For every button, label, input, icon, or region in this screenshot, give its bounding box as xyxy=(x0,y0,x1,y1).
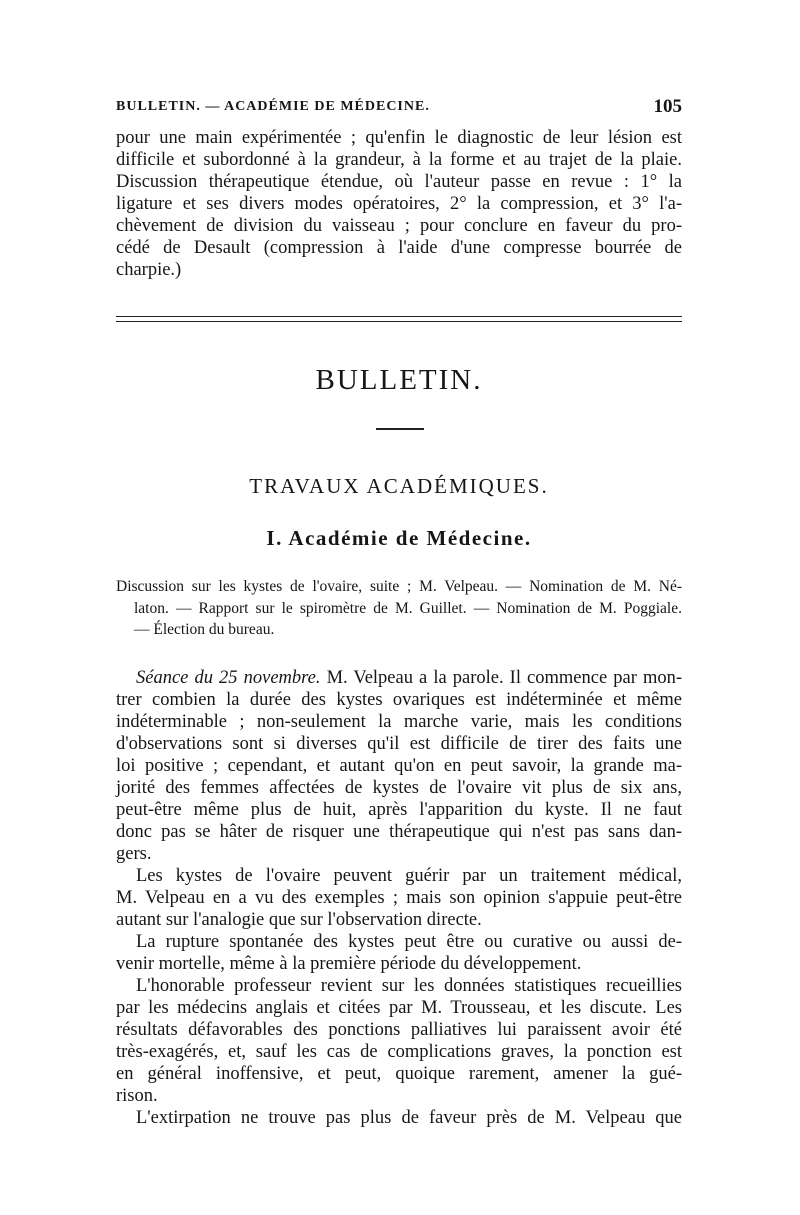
section-divider xyxy=(376,428,424,430)
summary-line: — Élection du bureau. xyxy=(134,621,275,638)
summary-line: laton. — Rapport sur le spiromètre de M. Guillet. — Nomination de M. Poggiale. xyxy=(134,599,682,617)
text-line: cédé de Desault (compression à l'aide d'une compresse bourrée de xyxy=(116,238,682,258)
text-line: Les kystes de l'ovaire peuvent guérir par un traitement médical, xyxy=(136,866,682,886)
text-line: d'observations sont si diverses qu'il est difficile de tirer des faits une xyxy=(116,734,682,754)
text-line: L'extirpation ne trouve pas plus de faveur près de M. Velpeau que xyxy=(136,1108,682,1128)
text-line: difficile et subordonné à la grandeur, à la forme et au trajet de la plaie. xyxy=(116,150,682,170)
double-rule-bottom xyxy=(116,321,682,322)
text-line: La rupture spontanée des kystes peut être ou curative ou aussi de- xyxy=(136,932,682,952)
text-line: venir mortelle, même à la première période du développement. xyxy=(116,954,582,974)
text-line: M. Velpeau en a vu des exemples ; mais son opinion s'appuie peut-être xyxy=(116,888,682,908)
text-line: peut-être même plus de huit, après l'apparition du kyste. Il ne faut xyxy=(116,800,682,820)
session-date: Séance du 25 novembre. xyxy=(136,668,321,688)
session-paragraph xyxy=(116,667,682,1129)
page-number: 105 xyxy=(653,96,682,117)
intro-paragraph xyxy=(116,127,682,281)
text-line: jorité des femmes affectées de kystes de l'ovaire vit plus de six ans, xyxy=(116,778,682,798)
text-line: L'honorable professeur revient sur les données statistiques recueillies xyxy=(136,976,682,996)
text-line: trer combien la durée des kystes ovariques est indéterminée et même xyxy=(116,690,682,710)
text-line: Discussion thérapeutique étendue, où l'auteur passe en revue : 1° la xyxy=(116,172,682,192)
text-line: rison. xyxy=(116,1086,158,1106)
session-first-line-rest: M. Velpeau a la parole. Il commence par mon- xyxy=(320,668,682,688)
text-line: ligature et ses divers modes opératoires, 2° la compression, et 3° l'a- xyxy=(116,194,682,214)
academy-title: I. Académie de Médecine. xyxy=(266,526,532,550)
text-line: loi positive ; cependant, et autant qu'on en peut savoir, la grande ma- xyxy=(116,756,682,776)
text-line: donc pas se hâter de risquer une thérapeutique qui n'est pas sans dan- xyxy=(116,822,682,842)
text-line: indéterminable ; non-seulement la marche varie, mais les conditions xyxy=(116,712,682,732)
text-line: par les médecins anglais et citées par M. Trousseau, et les discute. Les xyxy=(116,998,682,1018)
text-line: chèvement de division du vaisseau ; pour conclure en faveur du pro- xyxy=(116,216,682,236)
text-line: gers. xyxy=(116,844,152,864)
text-line: charpie.) xyxy=(116,260,182,280)
text-line: très-exagérés, et, sauf les cas de complications graves, la ponction est xyxy=(116,1042,682,1062)
session-first-line xyxy=(116,667,682,689)
running-head xyxy=(0,96,682,121)
summary-line: Discussion sur les kystes de l'ovaire, suite ; M. Velpeau. — Nomination de M. Né- xyxy=(116,578,682,595)
session-summary xyxy=(116,576,682,641)
text-line: en général inoffensive, et peut, quoique rarement, amener la gué- xyxy=(116,1064,682,1084)
double-rule-top xyxy=(116,316,682,317)
text-line: pour une main expérimentée ; qu'enfin le diagnostic de leur lésion est xyxy=(116,128,682,148)
text-line: autant sur l'analogie que sur l'observation directe. xyxy=(116,910,482,930)
running-head-title: BULLETIN. — ACADÉMIE DE MÉDECINE. xyxy=(116,99,430,114)
section-title: BULLETIN. xyxy=(315,364,483,396)
subsection-title: TRAVAUX ACADÉMIQUES. xyxy=(249,474,549,498)
text-line: résultats défavorables des ponctions palliatives lui paraissent avoir été xyxy=(116,1020,682,1040)
